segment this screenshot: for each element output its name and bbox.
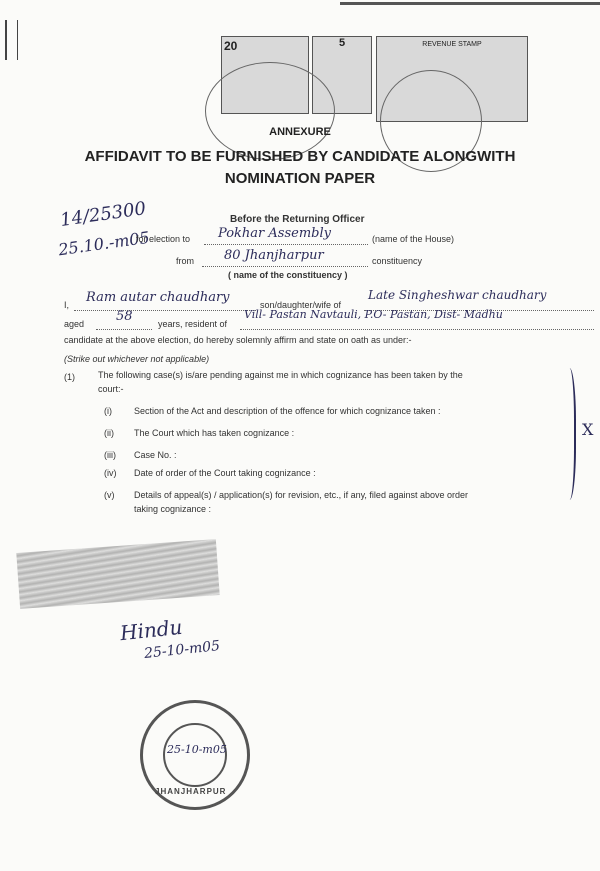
i-label: I, xyxy=(64,300,70,310)
attestation-signature: Hindu xyxy=(118,614,184,646)
age-value: 58 xyxy=(116,309,133,324)
item-text: Case No. : xyxy=(134,450,177,460)
item-text-continued: taking cognizance : xyxy=(134,504,212,514)
strike-out-note: (Strike out whichever not applicable) xyxy=(64,354,210,364)
item-text: Section of the Act and description of the offence for which cognizance taken : xyxy=(134,406,441,416)
constituency-value: 80 Jhanjharpur xyxy=(224,248,324,263)
item-roman: (iii) xyxy=(104,450,116,460)
before-returning-officer: Before the Returning Officer xyxy=(230,214,365,225)
annexure-label: ANNEXURE xyxy=(269,126,331,138)
seal-inner-date: 25-10-m05 xyxy=(167,743,227,756)
section-number: (1) xyxy=(64,372,75,382)
stamp-value: 20 xyxy=(224,39,238,53)
postmark-circle-left xyxy=(205,62,335,160)
aged-label: aged xyxy=(64,319,85,329)
years-resident-label: years, resident of xyxy=(158,319,228,329)
address-value: Vill- Pastan Navtauli, P.O- Pastan, Dist- Madhu xyxy=(244,308,503,321)
declaration-text: candidate at the above election, do hereby solemnly affirm and state on oath as under:- xyxy=(64,335,412,345)
candidate-name: Ram autar chaudhary xyxy=(86,290,230,305)
item-roman: (v) xyxy=(104,490,115,500)
item-roman: (ii) xyxy=(104,428,114,438)
top-scan-line xyxy=(340,2,600,5)
handwritten-receipt-number: 14/25300 xyxy=(58,198,148,231)
seal-text: JHANJHARPUR xyxy=(155,787,227,796)
item-roman: (i) xyxy=(104,406,112,416)
stamp-label: REVENUE STAMP xyxy=(422,41,482,48)
page-title-line2: NOMINATION PAPER xyxy=(224,170,376,187)
from-label: from xyxy=(176,256,194,266)
item-text: Details of appeal(s) / application(s) for revision, etc., if any, filed against above order xyxy=(134,490,468,500)
constituency-label: constituency xyxy=(372,256,423,266)
father-name: Late Singheshwar chaudhary xyxy=(368,288,547,302)
page-title: AFFIDAVIT TO BE FURNISHED BY CANDIDATE ALONGWITH xyxy=(84,148,516,165)
item-text: The Court which has taken cognizance : xyxy=(134,428,295,438)
handwritten-receipt-date: 25.10.-m05 xyxy=(57,227,151,260)
candidate-name-field xyxy=(74,298,256,311)
section-text-line2: court:- xyxy=(98,384,124,394)
corner-mark xyxy=(5,20,18,60)
attestation-date: 25-10-m05 xyxy=(143,638,221,662)
handwritten-cross: X xyxy=(582,420,594,439)
section-text-line1: The following case(s) is/are pending against me in which cognizance has been taken by the xyxy=(98,370,463,380)
item-text: Date of order of the Court taking cognizance : xyxy=(134,468,316,478)
son-of-label: son/daughter/wife of xyxy=(260,300,342,310)
smudged-stamp-block xyxy=(16,539,219,609)
name-of-house-label: (name of the House) xyxy=(372,234,455,244)
stamp-value: 5 xyxy=(338,37,346,49)
official-seal xyxy=(140,700,250,810)
for-election-label: for election to xyxy=(136,234,191,244)
house-value: Pokhar Assembly xyxy=(218,226,331,241)
name-of-constituency-label: ( name of the constituency ) xyxy=(228,270,348,280)
handwritten-brace xyxy=(560,368,576,500)
item-roman: (iv) xyxy=(104,468,117,478)
